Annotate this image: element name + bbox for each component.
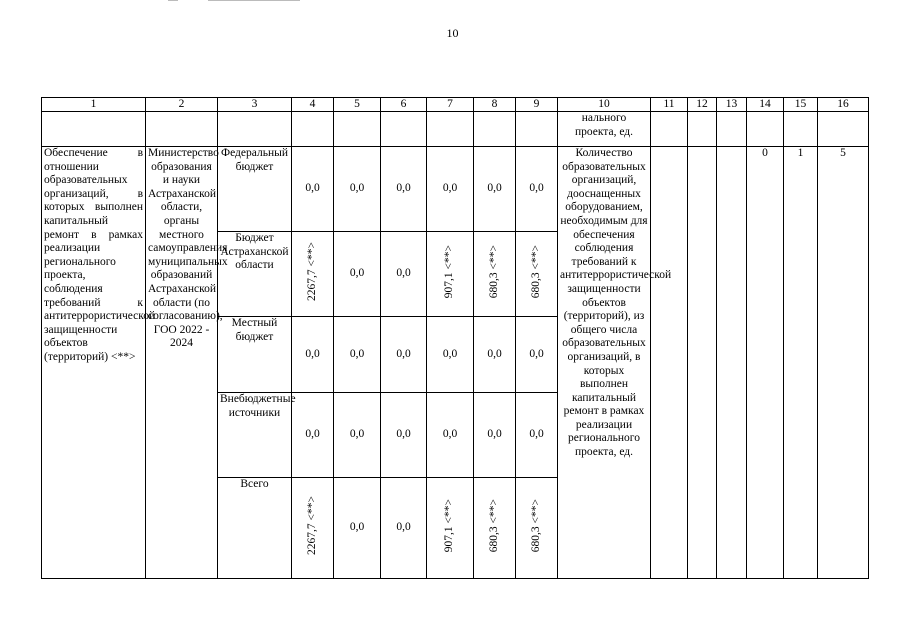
header-cell: 6 — [381, 98, 427, 112]
header-cell: 14 — [747, 98, 784, 112]
value-cell: 0,0 — [292, 317, 334, 393]
value-cell: 0,0 — [292, 393, 334, 478]
source-name: Федеральный бюджет — [218, 147, 292, 232]
value-cell — [427, 478, 474, 579]
value-cell: 0,0 — [334, 478, 381, 579]
value-cell — [292, 478, 334, 579]
value-cell: 0,0 — [474, 147, 516, 232]
header-row — [42, 98, 869, 112]
header-cell: 12 — [688, 98, 717, 112]
value-text: 2267,7 <**> — [305, 496, 318, 556]
value-cell: 0,0 — [334, 317, 381, 393]
value-cell — [292, 232, 334, 317]
page-number: 10 — [446, 26, 459, 40]
value-text: 680,3 <**> — [529, 499, 542, 553]
empty-cell — [651, 147, 688, 579]
executor: Министерство образования и науки Астраханской области, органы местного самоуправления муниципальных образований Астраханской области (по согласованию), ГОО 2022 - 2024 — [146, 147, 218, 579]
header-cell: 15 — [784, 98, 818, 112]
value-cell: 0,0 — [381, 393, 427, 478]
continuation-row — [42, 112, 869, 147]
value-cell — [474, 478, 516, 579]
value-cell — [516, 478, 558, 579]
header-cell: 4 — [292, 98, 334, 112]
target-value-2022: 0 — [747, 147, 784, 579]
value-cell: 0,0 — [334, 232, 381, 317]
budget-table — [41, 97, 869, 579]
value-cell: 0,0 — [334, 393, 381, 478]
header-cell: 16 — [818, 98, 869, 112]
value-cell: 0,0 — [427, 393, 474, 478]
value-text: 680,3 <**> — [487, 245, 500, 299]
value-cell: 0,0 — [381, 317, 427, 393]
value-text: 907,1 <**> — [443, 245, 456, 299]
header-cell: 11 — [651, 98, 688, 112]
value-cell: 0,0 — [381, 147, 427, 232]
header-cell: 9 — [516, 98, 558, 112]
value-text: 680,3 <**> — [529, 245, 542, 299]
target-value-2024: 5 — [818, 147, 869, 579]
value-cell: 0,0 — [427, 147, 474, 232]
value-cell: 0,0 — [516, 147, 558, 232]
value-cell: 0,0 — [474, 317, 516, 393]
empty-cell — [688, 147, 717, 579]
value-text: 907,1 <**> — [443, 499, 456, 553]
source-name: Всего — [218, 478, 292, 579]
value-cell — [474, 232, 516, 317]
source-name: Местный бюджет — [218, 317, 292, 393]
value-cell: 0,0 — [427, 317, 474, 393]
header-cell: 5 — [334, 98, 381, 112]
activity-name: Обеспечение в отношении образовательных организаций, в которых выполнен капитальный ремонт в рамках реализации регионального проекта, соблюдения требований к антитеррористической защищенности объектов (территорий) <**> — [42, 147, 146, 579]
value-cell — [516, 232, 558, 317]
value-cell — [427, 232, 474, 317]
target-value-2023: 1 — [784, 147, 818, 579]
value-cell: 0,0 — [516, 393, 558, 478]
indicator-text: Количество образовательных организаций, дооснащенных оборудованием, необходимым для обеспечения соблюдения требований к антитеррористической защищенности объектов (территорий), из общего числа образовательных организаций, в которых выполнен капитальный ремонт в рамках реализации регионального проекта, ед. — [558, 147, 651, 579]
value-cell: 0,0 — [334, 147, 381, 232]
header-cell: 13 — [717, 98, 747, 112]
header-cell: 7 — [427, 98, 474, 112]
continuation-indicator-text: нального проекта, ед. — [558, 112, 651, 147]
header-cell: 10 — [558, 98, 651, 112]
source-name: Бюджет Астраханской области — [218, 232, 292, 317]
empty-cell — [717, 147, 747, 579]
value-cell: 0,0 — [381, 478, 427, 579]
scan-artifact — [168, 0, 178, 1]
scan-artifact — [208, 0, 300, 1]
value-cell: 0,0 — [474, 393, 516, 478]
value-text: 680,3 <**> — [487, 499, 500, 553]
header-cell: 2 — [146, 98, 218, 112]
header-cell: 3 — [218, 98, 292, 112]
value-text: 2267,7 <**> — [305, 242, 318, 302]
header-cell: 1 — [42, 98, 146, 112]
value-cell: 0,0 — [516, 317, 558, 393]
header-cell: 8 — [474, 98, 516, 112]
source-row-federal — [42, 147, 869, 232]
value-cell: 0,0 — [381, 232, 427, 317]
source-name: Внебюджетные источники — [218, 393, 292, 478]
value-cell: 0,0 — [292, 147, 334, 232]
